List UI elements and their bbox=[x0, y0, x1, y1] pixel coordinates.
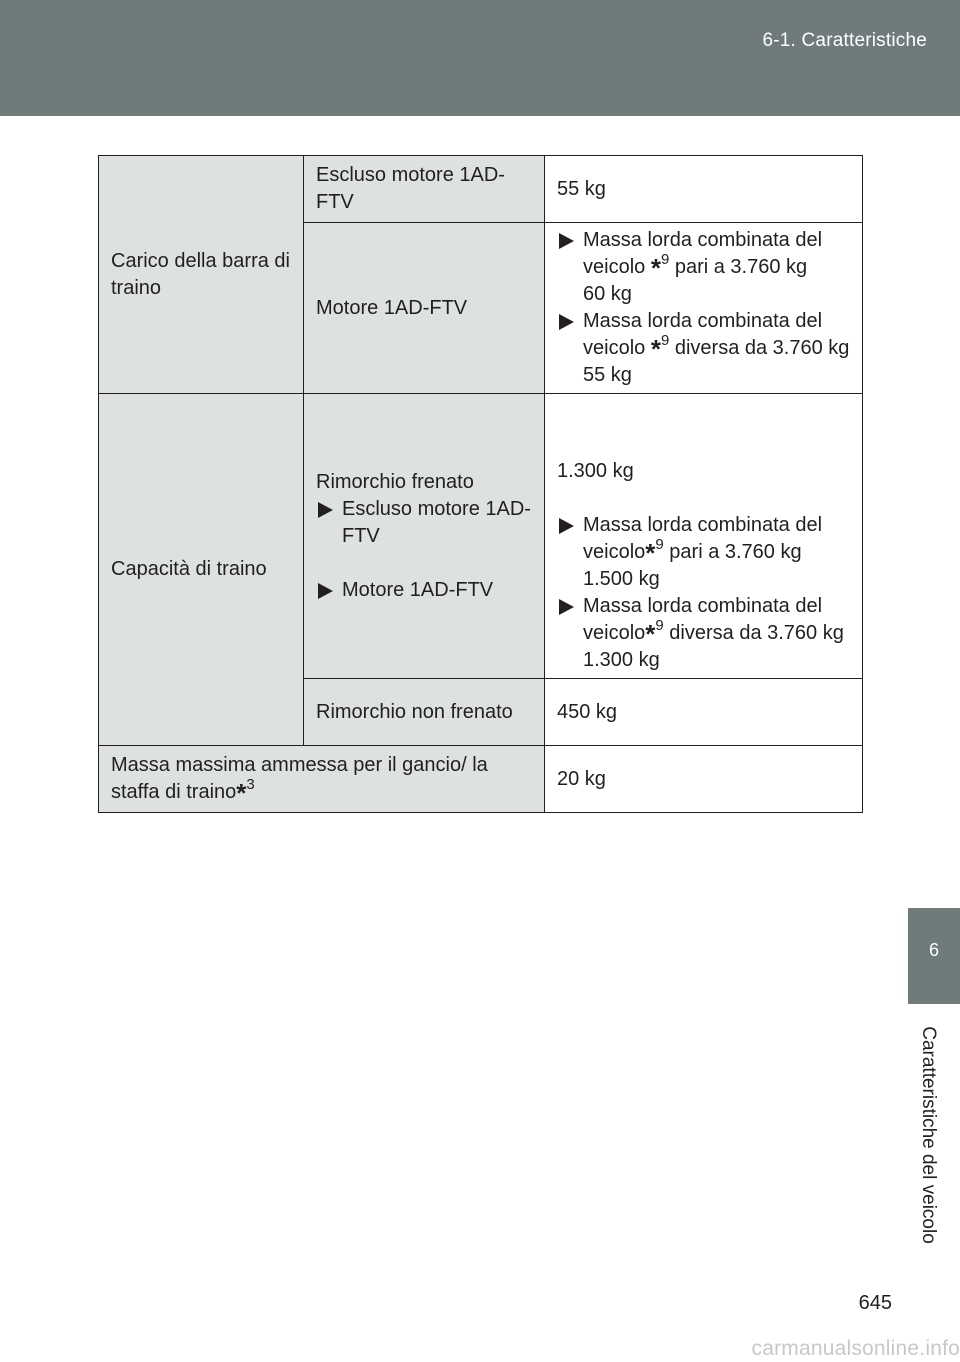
towing-capacity-label bbox=[99, 394, 304, 746]
cell-text: Rimorchio non frenato bbox=[316, 700, 513, 723]
cell-text: 20 kg bbox=[557, 767, 606, 790]
section-title: 6-1. Caratteristiche bbox=[762, 30, 927, 51]
condition-cell bbox=[304, 156, 545, 223]
bullet-item bbox=[557, 593, 850, 674]
bullet-text: diversa da 3.760 kg bbox=[663, 622, 844, 644]
cell-text: 1.300 kg bbox=[557, 460, 634, 482]
bullet-text: Massa lorda combinata del veicolo bbox=[583, 595, 823, 644]
triangle-bullet-icon bbox=[559, 518, 574, 534]
bullet-item bbox=[557, 227, 850, 308]
value-cell bbox=[545, 223, 863, 394]
tow-bar-load-label bbox=[99, 156, 304, 394]
triangle-bullet-icon bbox=[559, 314, 574, 330]
value-cell bbox=[545, 156, 863, 223]
bullet-text: Motore 1AD-FTV bbox=[342, 578, 494, 601]
max-hitch-label bbox=[99, 746, 545, 813]
cell-text: Massa massima ammessa per il gancio/ la staffa di traino bbox=[111, 754, 488, 803]
asterisk-mark: * bbox=[236, 778, 247, 808]
specifications-table bbox=[98, 155, 863, 813]
chapter-label: Caratteristiche del veicolo bbox=[918, 1026, 939, 1244]
value-cell bbox=[545, 746, 863, 813]
cell-text: Rimorchio frenato bbox=[316, 470, 474, 493]
watermark: carmanualsonline.info bbox=[751, 1337, 960, 1360]
bullet-text: Escluso motore 1AD-FTV bbox=[342, 497, 531, 547]
cell-text: Carico della barra di traino bbox=[111, 249, 290, 299]
value-cell bbox=[545, 394, 863, 679]
bullet-value: 55 kg bbox=[583, 364, 632, 386]
cell-text: Escluso motore 1AD-FTV bbox=[316, 164, 505, 213]
asterisk-mark: * bbox=[645, 538, 656, 568]
chapter-number: 6 bbox=[928, 940, 939, 960]
bullet-value: 60 kg bbox=[583, 283, 632, 305]
bullet-text: diversa da 3.760 kg bbox=[669, 337, 850, 359]
asterisk-mark: * bbox=[650, 334, 661, 364]
bullet-value: 1.300 kg bbox=[583, 649, 660, 671]
condition-cell bbox=[304, 223, 545, 394]
bullet-item bbox=[557, 512, 850, 593]
bullet-value: 1.500 kg bbox=[583, 568, 660, 590]
bullet-item bbox=[316, 577, 532, 604]
condition-cell bbox=[304, 679, 545, 746]
cell-text: Motore 1AD-FTV bbox=[316, 296, 468, 319]
bullet-text: Massa lorda combinata del veicolo bbox=[583, 514, 823, 563]
footnote-ref: 9 bbox=[660, 251, 670, 268]
footnote-ref: 3 bbox=[246, 776, 255, 793]
cell-text: 450 kg bbox=[557, 700, 618, 723]
table-row bbox=[99, 156, 863, 223]
asterisk-mark: * bbox=[645, 619, 656, 649]
condition-cell bbox=[304, 394, 545, 679]
triangle-bullet-icon bbox=[318, 583, 333, 599]
triangle-bullet-icon bbox=[559, 599, 574, 615]
triangle-bullet-icon bbox=[559, 233, 574, 249]
bullet-text: Massa lorda combinata del veicolo bbox=[583, 310, 823, 359]
bullet-text: pari a 3.760 kg bbox=[669, 256, 808, 278]
footnote-ref: 9 bbox=[660, 332, 670, 349]
bullet-item bbox=[316, 496, 532, 550]
page-number: 645 bbox=[858, 1292, 892, 1314]
table-row bbox=[99, 394, 863, 679]
triangle-bullet-icon bbox=[318, 502, 333, 518]
footnote-ref: 9 bbox=[655, 617, 664, 634]
page-header bbox=[0, 0, 960, 116]
chapter-tab bbox=[908, 908, 960, 1004]
asterisk-mark: * bbox=[650, 253, 661, 283]
cell-text: 55 kg bbox=[557, 177, 606, 200]
bullet-item bbox=[557, 308, 850, 389]
cell-text: Capacità di traino bbox=[111, 558, 267, 580]
table-row bbox=[99, 746, 863, 813]
value-cell bbox=[545, 679, 863, 746]
footnote-ref: 9 bbox=[655, 536, 664, 553]
bullet-text: pari a 3.760 kg bbox=[663, 541, 802, 563]
bullet-text: Massa lorda combinata del veicolo bbox=[583, 229, 823, 278]
